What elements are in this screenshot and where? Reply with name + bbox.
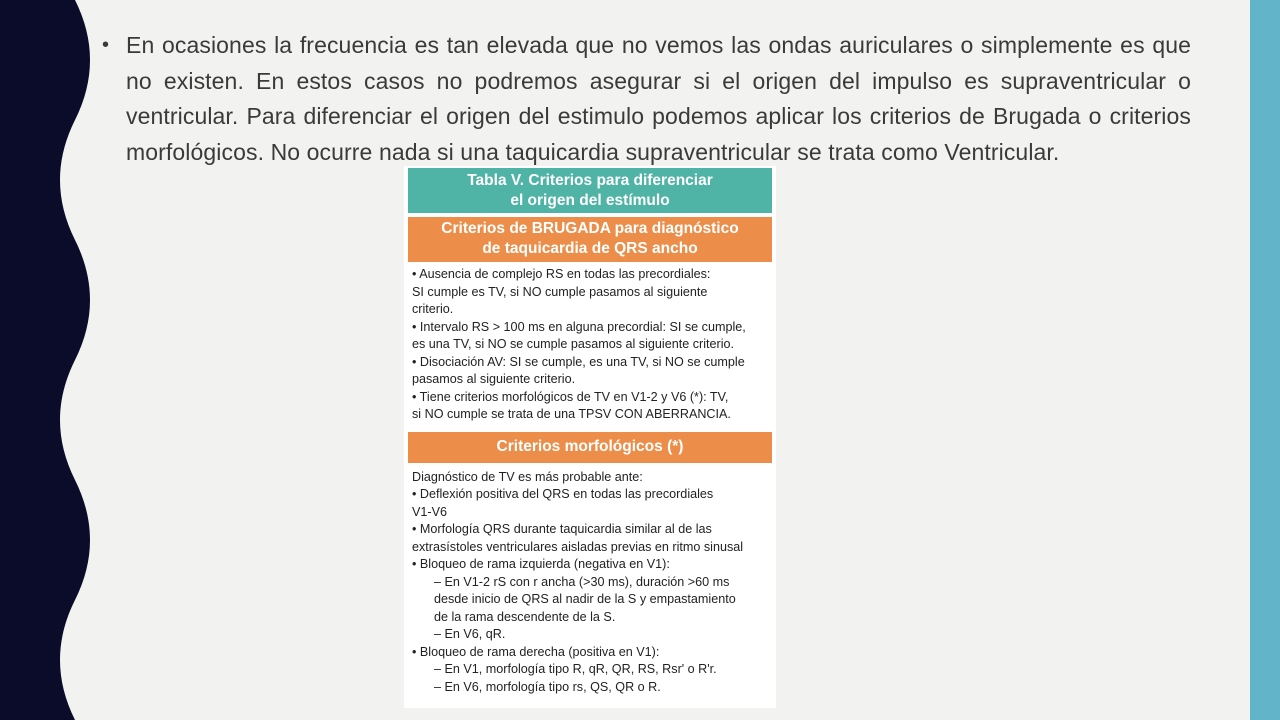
brugada-header-line: de taquicardia de QRS ancho — [482, 240, 698, 257]
morphological-criteria — [408, 463, 772, 697]
bullet-marker: • — [102, 34, 110, 56]
criteria-line: desde inicio de QRS al nadir de la S y empastamiento — [434, 592, 736, 606]
criteria-line: V1-V6 — [412, 504, 448, 519]
table-title — [408, 168, 772, 213]
body-paragraph — [102, 28, 1191, 170]
morphological-header: Criterios morfológicos (*) — [408, 432, 772, 463]
criteria-line: • Tiene criterios morfológicos de TV en V1-2 y V6 (*): TV, — [412, 389, 729, 404]
criteria-line: de la rama descendente de la S. — [434, 609, 616, 624]
criteria-line: Diagnóstico de TV es más probable ante: — [412, 469, 643, 484]
criteria-line: • Morfología QRS durante taquicardia similar al de las — [412, 522, 712, 536]
criteria-line: • Intervalo RS > 100 ms en alguna precordial: SI se cumple, — [412, 319, 746, 334]
criteria-line: – En V1-2 rS con r ancha (>30 ms), duración >60 ms — [434, 574, 730, 589]
criteria-line: – En V1, morfología tipo R, qR, QR, RS, Rsr' o R'r. — [434, 662, 717, 676]
paragraph-text: En ocasiones la frecuencia es tan elevada que no vemos las ondas auriculares o simplemente es que no existen. En estos casos no podremos asegurar si el origen del impulso es supraventricular o ventricular. Para diferenciar el origen del estimulo podemos aplicar los criterios de Brugada o criterios morfológicos. No ocurre nada si una taquicardia supraventricular se trata como Ventricular. — [126, 32, 1191, 165]
brugada-criteria — [408, 262, 772, 428]
criteria-line: extrasístoles ventriculares aisladas previas en ritmo sinusal — [412, 539, 744, 554]
criteria-line: • Deflexión positiva del QRS en todas las precordiales — [412, 487, 714, 501]
left-wave-decoration — [0, 0, 110, 720]
table-title-line: Tabla V. Criterios para diferenciar — [467, 172, 713, 189]
criteria-line: si NO cumple se trata de una TPSV CON ABERRANCIA. — [412, 407, 731, 421]
criteria-line: • Disociación AV: SI se cumple, es una TV, si NO se cumple — [412, 354, 745, 369]
table-title-line: el origen del estímulo — [510, 192, 670, 209]
criteria-line: pasamos al siguiente criterio. — [412, 372, 576, 386]
brugada-header-line: Criterios de BRUGADA para diagnóstico — [441, 220, 739, 237]
criteria-line: es una TV, si NO se cumple pasamos al siguiente criterio. — [412, 337, 734, 351]
brugada-header — [408, 217, 772, 262]
criteria-line: – En V6, qR. — [434, 627, 506, 641]
criteria-line: SI cumple es TV, si NO cumple pasamos al siguiente — [412, 284, 708, 299]
criteria-line: criterio. — [412, 302, 454, 316]
criteria-line: • Bloqueo de rama derecha (positiva en V1): — [412, 644, 660, 659]
criteria-line: – En V6, morfología tipo rs, QS, QR o R. — [434, 679, 661, 694]
criteria-table-image — [404, 166, 776, 708]
criteria-line: • Bloqueo de rama izquierda (negativa en V1): — [412, 557, 670, 571]
criteria-line: • Ausencia de complejo RS en todas las precordiales: — [412, 267, 711, 281]
right-accent-bar — [1250, 0, 1280, 720]
